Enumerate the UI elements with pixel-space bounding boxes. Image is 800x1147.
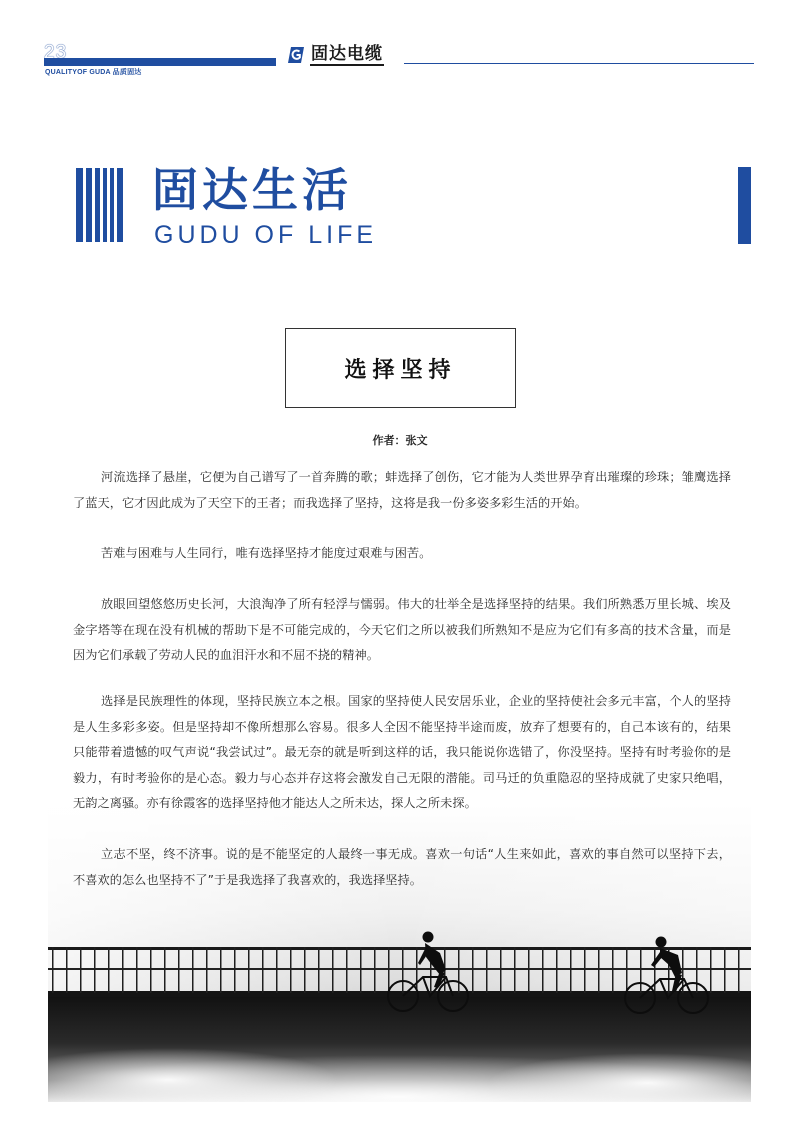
brand-logo-icon bbox=[287, 46, 305, 64]
article-author: 作者：张文 bbox=[372, 434, 428, 447]
article-title-box bbox=[285, 328, 516, 408]
section-subtitle: GUDU OF LIFE bbox=[154, 221, 378, 249]
right-accent-block bbox=[738, 167, 751, 244]
article-paragraph-3: 放眼回望悠悠历史长河，大浪淘净了所有轻浮与懦弱。伟大的壮举全是选择坚持的结果。我们所熟悉万里长城、埃及金字塔等在现在没有机械的帮助下是不可能完成的，今天它们之所以被我们所熟知不是应为它们有多高的技术含量，而是因为它们承载了劳动人民的血泪汗水和不屈不挠的精神。 bbox=[73, 597, 731, 662]
section-title: 固达生活 bbox=[152, 163, 352, 217]
article-paragraph-2: 苦难与困难与人生同行，唯有选择坚持才能度过艰难与困苦。 bbox=[101, 546, 432, 560]
header-rule bbox=[404, 63, 754, 64]
article-paragraph-1: 河流选择了悬崖，它便为自己谱写了一首奔腾的歌；蚌选择了创伤，它才能为人类世界孕育出璀璨的珍珠；雏鹰选择了蓝天，它才因此成为了天空下的王者；而我选择了坚持，这将是我一份多姿多彩生活的开始。 bbox=[73, 470, 731, 510]
article-paragraph-4: 选择是民族理性的体现，坚持民族立本之根。国家的坚持使人民安居乐业，企业的坚持使社会多元丰富，个人的坚持是人生多彩多姿。但是坚持却不像所想那么容易。很多人全因不能坚持半途而废，放弃了想要有的，自己本该有的，结果只能带着遗憾的叹气声说“我尝试过”。最无奈的就是听到这样的话，我只能说你选错了，你没坚持。坚持有时考验你的是毅力，有时考验你的是心态。毅力与心态并存这将会激发自己无限的潜能。司马迁的负重隐忍的坚持成就了史家只绝唱，无韵之离骚。亦有徐霞客的选择坚持他才能达人之所未达，探人之所未探。 bbox=[73, 694, 731, 810]
header-bar bbox=[44, 58, 276, 66]
article-title: 选择坚持 bbox=[344, 356, 457, 383]
title-stripes-decoration bbox=[76, 168, 124, 242]
header-subtitle: QUALITYOF GUDA 品质固达 bbox=[45, 69, 142, 76]
article-paragraph-5: 立志不坚，终不济事。说的是不能坚定的人最终一事无成。喜欢一句话“人生来如此，喜欢的事自然可以坚持下去，不喜欢的怎么也坚持不了”于是我选择了我喜欢的，我选择坚持。 bbox=[73, 847, 731, 887]
brand-name: 固达电缆 bbox=[311, 44, 383, 64]
page-number: 23 bbox=[44, 42, 68, 63]
